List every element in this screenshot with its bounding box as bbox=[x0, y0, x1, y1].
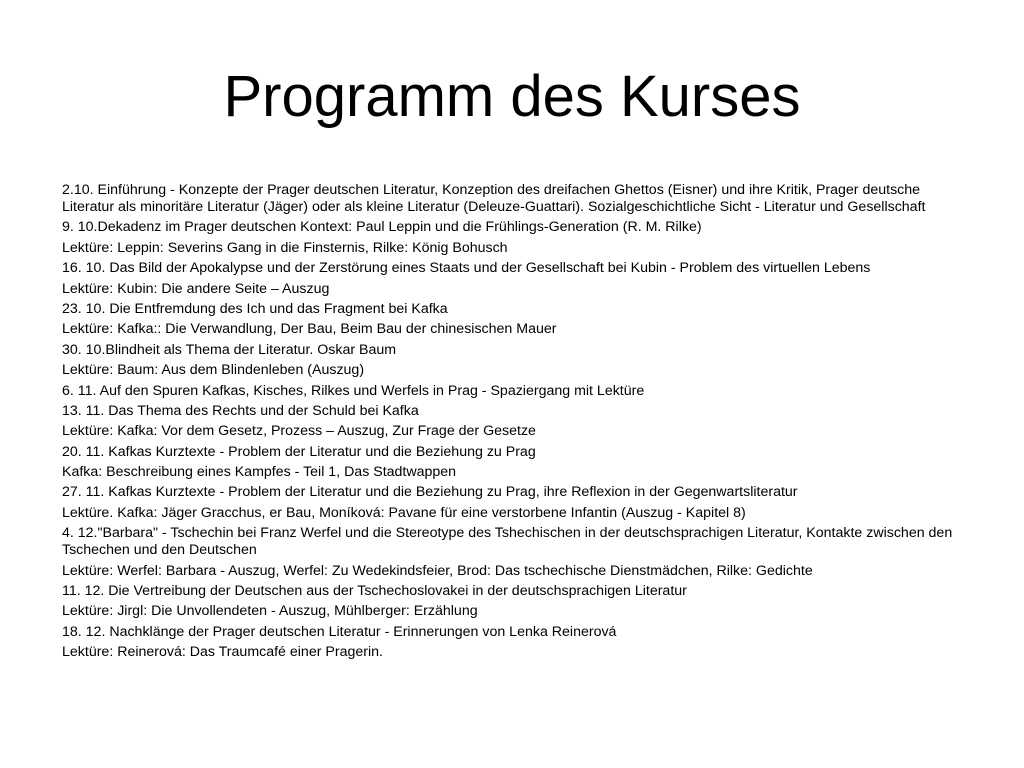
program-item: 18. 12. Nachklänge der Prager deutschen Literatur - Erinnerungen von Lenka Reinerová bbox=[62, 623, 617, 640]
program-item: 30. 10.Blindheit als Thema der Literatur. Oskar Baum bbox=[62, 341, 397, 358]
program-item: Lektüre. Kafka: Jäger Gracchus, er Bau, Moníková: Pavane für eine verstorbene Infantin (Auszug - Kapitel 8) bbox=[62, 504, 746, 521]
program-item: 13. 11. Das Thema des Rechts und der Schuld bei Kafka bbox=[62, 402, 419, 419]
program-item: Kafka: Beschreibung eines Kampfes - Teil 1, Das Stadtwappen bbox=[62, 464, 457, 481]
program-item: 11. 12. Die Vertreibung der Deutschen aus der Tschechoslovakei in der deutschsprachigen Literatur bbox=[62, 583, 687, 600]
program-item: Lektüre: Kubin: Die andere Seite – Auszug bbox=[62, 280, 330, 297]
program-item: 9. 10.Dekadenz im Prager deutschen Kontext: Paul Leppin und die Frühlings-Generation (R. M. Rilke) bbox=[62, 219, 702, 236]
program-item: Lektüre: Kafka:: Die Verwandlung, Der Bau, Beim Bau der chinesischen Mauer bbox=[62, 321, 557, 338]
program-item: 23. 10. Die Entfremdung des Ich und das Fragment bei Kafka bbox=[62, 300, 448, 317]
program-item: Lektüre: Werfel: Barbara - Auszug, Werfel: Zu Wedekindsfeier, Brod: Das tschechische Dienstmädchen, Rilke: Gedichte bbox=[62, 562, 813, 579]
program-item: 2.10. Einführung - Konzepte der Prager deutschen Literatur, Konzeption des dreifachen Ghettos (Eisner) und ihre Kritik, Prager deutsche Literatur als minoritäre Literatur (Jäger) oder als kleine Literatur (Deleuze-Guattari). Sozialgeschichtliche Sicht - Literatur und Gesellschaft bbox=[62, 182, 926, 215]
program-item: 6. 11. Auf den Spuren Kafkas, Kisches, Rilkes und Werfels in Prag - Spaziergang mit Lektüre bbox=[62, 382, 645, 399]
program-item: 4. 12."Barbara" - Tschechin bei Franz Werfel und die Stereotype des Tshechischen in der deutschsprachigen Literatur, Kontakte zwischen den Tschechen und den Deutschen bbox=[62, 525, 953, 559]
program-item: Lektüre: Jirgl: Die Unvollendeten - Auszug, Mühlberger: Erzählung bbox=[62, 603, 478, 620]
program-item: Lektüre: Kafka: Vor dem Gesetz, Prozess – Auszug, Zur Frage der Gesetze bbox=[62, 423, 536, 440]
program-item: 27. 11. Kafkas Kurztexte - Problem der Literatur und die Beziehung zu Prag, ihre Reflexion in der Gegenwartsliteratur bbox=[62, 484, 798, 501]
program-item: Lektüre: Baum: Aus dem Blindenleben (Auszug) bbox=[62, 362, 365, 379]
program-item: Lektüre: Reinerová: Das Traumcafé einer Pragerin. bbox=[62, 644, 383, 661]
slide-title: Programm des Kurses bbox=[223, 64, 801, 129]
program-item: 20. 11. Kafkas Kurztexte - Problem der Literatur und die Beziehung zu Prag bbox=[62, 443, 536, 460]
program-item: 16. 10. Das Bild der Apokalypse und der Zerstörung eines Staats und der Gesellschaft bei Kubin - Problem des virtuellen Lebens bbox=[62, 260, 871, 277]
program-item: Lektüre: Leppin: Severins Gang in die Finsternis, Rilke: König Bohusch bbox=[62, 239, 508, 256]
course-program-list bbox=[62, 182, 967, 665]
